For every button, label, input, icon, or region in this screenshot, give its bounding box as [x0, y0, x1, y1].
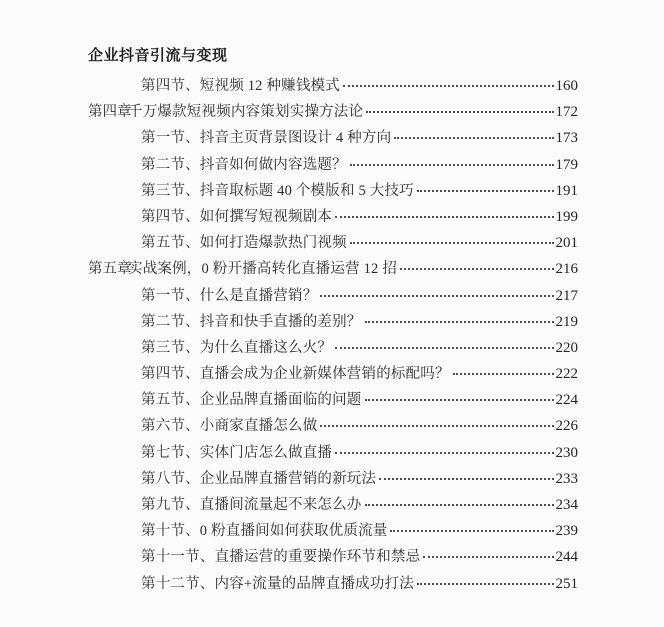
- toc-entry-title: 第四节、短视频 12 种赚钱模式: [141, 78, 340, 94]
- dot-leader: [453, 373, 554, 375]
- toc-entry: [88, 571, 578, 597]
- toc-entry-title: 千万爆款短视频内容策划实操方法论: [128, 104, 364, 121]
- toc-page-number: 217: [555, 287, 578, 304]
- toc-entry: [88, 99, 578, 125]
- toc-entry: [88, 204, 578, 230]
- dot-leader: [390, 530, 553, 532]
- toc-entry-title: 第十二节、内容+流量的品牌直播成功打法: [141, 575, 414, 592]
- toc-entry: [88, 73, 578, 99]
- toc-entry: [88, 387, 578, 413]
- toc-entry: [88, 230, 578, 256]
- toc-page-number: 239: [555, 523, 578, 540]
- toc-entry: [88, 256, 578, 282]
- toc-entry: [88, 125, 578, 151]
- dot-leader: [335, 347, 553, 349]
- toc-page-number: 244: [555, 549, 578, 566]
- toc-entry-title: 第六节、小商家直播怎么做: [141, 418, 318, 435]
- dot-leader: [400, 268, 553, 270]
- toc-entry-title: 第四节、如何撰写短视频剧本: [141, 208, 333, 225]
- toc-entry-title: 第四节、直播会成为企业新媒体营销的标配吗？: [141, 366, 450, 383]
- toc-page-number: 224: [555, 392, 578, 409]
- toc-entry: [88, 335, 578, 361]
- toc-page-number: 219: [555, 313, 578, 330]
- toc-page-number: 179: [555, 156, 578, 173]
- dot-leader: [335, 216, 553, 218]
- dot-leader: [320, 425, 553, 427]
- dot-leader: [417, 583, 554, 585]
- dot-leader: [379, 478, 553, 480]
- dot-leader: [365, 321, 554, 323]
- toc-entry-title: 第七节、实体门店怎么做直播: [141, 444, 333, 461]
- toc-entry-title: 第三节、为什么直播这么火？: [141, 339, 333, 356]
- toc-entry-title: 第一节、什么是直播营销？: [141, 287, 318, 304]
- dot-leader: [320, 295, 553, 297]
- toc-entry: [88, 492, 578, 518]
- toc-entry: [88, 152, 578, 178]
- toc-page-number: 234: [555, 497, 578, 513]
- toc-page-number: 222: [555, 366, 578, 383]
- toc-entry-title: 第一节、抖音主页背景图设计 4 种方向: [141, 130, 392, 147]
- dot-leader: [423, 556, 553, 558]
- toc-entry: [88, 544, 578, 570]
- toc-entry-title: 第五节、企业品牌直播面临的问题: [141, 392, 362, 409]
- toc-chapter-number: 第四章: [88, 104, 132, 121]
- dot-leader: [350, 242, 554, 244]
- dot-leader: [335, 452, 553, 454]
- toc-entry-title: 第八节、企业品牌直播营销的新玩法: [141, 470, 377, 487]
- toc-page-number: 160: [555, 78, 578, 94]
- dot-leader: [417, 190, 554, 192]
- dot-leader: [365, 399, 554, 401]
- toc-page-number: 226: [555, 418, 578, 435]
- toc-page-number: 172: [555, 104, 578, 121]
- toc-page-number: 216: [555, 261, 578, 278]
- toc-list: [88, 73, 578, 597]
- toc-entry: [88, 440, 578, 466]
- toc-entry-title: 实战案例，0 粉开播高转化直播运营 12 招: [128, 261, 398, 278]
- book-title-header: 企业抖音引流与变现: [88, 46, 228, 64]
- toc-entry-title: 第五节、如何打造爆款热门视频: [141, 235, 347, 252]
- toc-entry-title: 第十节、0 粉直播间如何获取优质流量: [141, 523, 388, 540]
- toc-page-number: 230: [555, 444, 578, 461]
- toc-page-number: 233: [555, 470, 578, 487]
- toc-entry: [88, 283, 578, 309]
- toc-page-number: 191: [555, 182, 578, 199]
- toc-page-number: 251: [555, 575, 578, 592]
- toc-entry: [88, 518, 578, 544]
- dot-leader: [343, 85, 554, 87]
- toc-entry: [88, 466, 578, 492]
- toc-entry: [88, 178, 578, 204]
- toc-entry-title: 第三节、抖音取标题 40 个模版和 5 大技巧: [141, 182, 414, 199]
- toc-entry-title: 第二节、抖音和快手直播的差别？: [141, 313, 362, 330]
- toc-entry-title: 第十一节、直播运营的重要操作环节和禁忌: [141, 549, 421, 566]
- toc-page-number: 199: [555, 208, 578, 225]
- dot-leader: [365, 504, 554, 506]
- toc-page-number: 173: [555, 130, 578, 147]
- toc-entry: [88, 413, 578, 439]
- toc-entry-title: 第二节、抖音如何做内容选题？: [141, 156, 347, 173]
- toc-entry: [88, 309, 578, 335]
- toc-chapter-number: 第五章: [88, 261, 132, 278]
- toc-entry: [88, 361, 578, 387]
- dot-leader: [366, 111, 553, 113]
- toc-entry-title: 第九节、直播间流量起不来怎么办: [141, 497, 362, 513]
- toc-page-number: 201: [555, 235, 578, 252]
- toc-page-number: 220: [555, 339, 578, 356]
- dot-leader: [350, 164, 554, 166]
- dot-leader: [394, 137, 553, 139]
